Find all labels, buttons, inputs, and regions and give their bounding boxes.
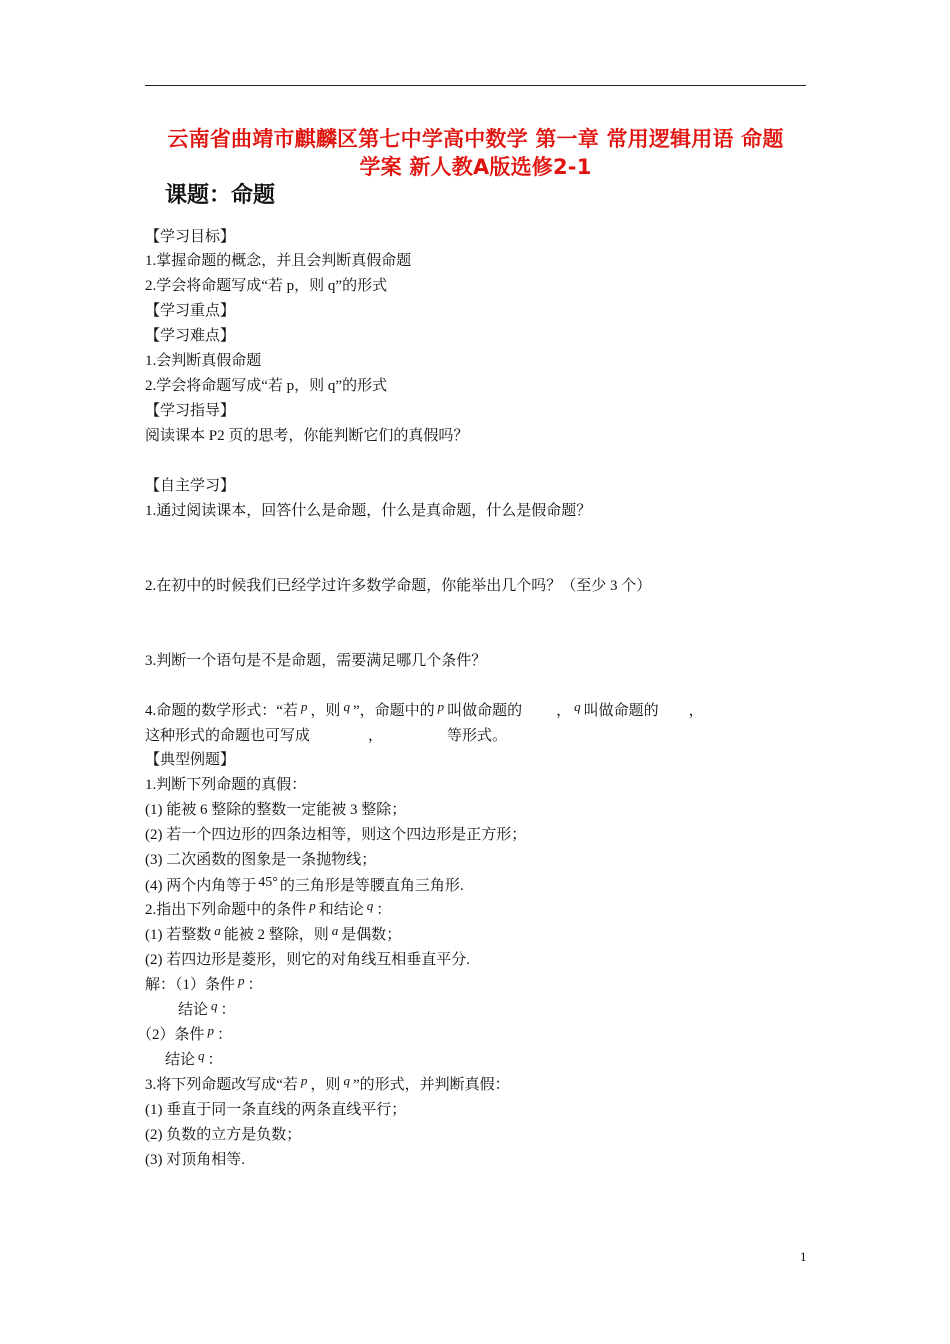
q4-text: 叫做命题的 bbox=[583, 703, 659, 719]
q4-text: 叫做命题的 bbox=[447, 703, 523, 719]
example-2-item bbox=[145, 925, 401, 945]
q4-text: ， bbox=[688, 703, 704, 719]
example-2-title bbox=[145, 900, 391, 920]
var-q: q bbox=[366, 898, 374, 913]
example-1-item: (3) 二次函数的图象是一条抛物线； bbox=[145, 852, 377, 868]
angle-45: 45° bbox=[258, 875, 278, 890]
example-3-item: (2) 负数的立方是负数； bbox=[145, 1127, 302, 1143]
lesson-title: 课题：命题 bbox=[165, 183, 276, 208]
var-q: q bbox=[343, 1073, 350, 1088]
document-title-line2: 学案 新人教A版选修2-1 bbox=[359, 155, 592, 179]
self-study-heading: 【自主学习】 bbox=[145, 478, 236, 494]
document-title-line1: 云南省曲靖市麒麟区第七中学高中数学 第一章 常用逻辑用语 命题 bbox=[167, 127, 784, 151]
example-3-item: (1) 垂直于同一条直线的两条直线平行； bbox=[145, 1102, 407, 1118]
goals-heading: 【学习目标】 bbox=[145, 229, 236, 245]
item-text: 能被 2 整除，则 bbox=[223, 927, 329, 943]
var-q: q bbox=[574, 699, 581, 714]
q4-text: ，则 bbox=[310, 703, 341, 719]
q4-text: ， bbox=[368, 728, 384, 744]
item-text: (4) 两个内角等于 bbox=[145, 878, 257, 894]
var-q: q bbox=[211, 998, 218, 1013]
item-text: （2）条件 bbox=[137, 1027, 205, 1043]
item-text: ： bbox=[207, 1052, 223, 1068]
var-p: p bbox=[207, 1023, 215, 1038]
example-1-item: (2) 若一个四边形的四条边相等，则这个四边形是正方形； bbox=[145, 827, 527, 843]
example-3-item: (3) 对顶角相等. bbox=[145, 1152, 245, 1168]
item-text: ： bbox=[247, 977, 263, 993]
example-2-item: (2) 若四边形是菱形，则它的对角线互相垂直平分. bbox=[145, 952, 470, 968]
item-text: 结论 bbox=[178, 1002, 209, 1018]
q4-text: ， bbox=[556, 703, 572, 719]
q4-text: ”，命题中的 bbox=[352, 703, 435, 719]
difficulty-item: 1.会判断真假命题 bbox=[145, 353, 262, 369]
var-q: q bbox=[343, 699, 350, 714]
self-study-question-1: 1.通过阅读课本，回答什么是命题，什么是真命题，什么是假命题？ bbox=[145, 503, 592, 519]
item-text: ： bbox=[376, 902, 392, 918]
guide-heading: 【学习指导】 bbox=[145, 403, 236, 419]
var-q: q bbox=[198, 1048, 205, 1063]
item-text: ”的形式，并判断真假： bbox=[352, 1077, 510, 1093]
difficulty-item: 2.学会将命题写成“若 p，则 q”的形式 bbox=[145, 378, 388, 394]
solution-2-condition bbox=[137, 1025, 232, 1045]
guide-text: 阅读课本 P2 页的思考，你能判断它们的真假吗？ bbox=[145, 428, 469, 444]
self-study-question-3: 3.判断一个语句是不是命题，需要满足哪几个条件？ bbox=[145, 653, 487, 669]
item-text: 和结论 bbox=[318, 902, 364, 918]
var-p: p bbox=[309, 898, 316, 913]
example-1-item: (1) 能被 6 整除的整数一定能被 3 整除； bbox=[145, 802, 407, 818]
solution-2-conclusion bbox=[165, 1050, 223, 1070]
item-text: 是偶数； bbox=[341, 927, 402, 943]
self-study-question-4 bbox=[145, 701, 704, 721]
item-text: 2.指出下列命题中的条件 bbox=[145, 902, 307, 918]
goal-item: 2.学会将命题写成“若 p，则 q”的形式 bbox=[145, 278, 388, 294]
var-p: p bbox=[300, 1073, 308, 1088]
var-p: p bbox=[300, 699, 308, 714]
example-3-title bbox=[145, 1075, 510, 1095]
examples-heading: 【典型例题】 bbox=[145, 752, 236, 768]
item-text: ： bbox=[217, 1027, 233, 1043]
item-text: (1) 若整数 bbox=[145, 927, 212, 943]
q4-text: 等形式。 bbox=[447, 728, 508, 744]
item-text: ，则 bbox=[310, 1077, 341, 1093]
item-text: 解：（1）条件 bbox=[145, 977, 236, 993]
q4-text: 4.命题的数学形式：“若 bbox=[145, 703, 298, 719]
self-study-question-2: 2.在初中的时候我们已经学过许多数学命题，你能举出几个吗？（至少 3 个） bbox=[145, 578, 652, 594]
page-number: 1 bbox=[800, 1249, 807, 1264]
item-text: 的三角形是等腰直角三角形. bbox=[279, 878, 464, 894]
var-a: a bbox=[214, 923, 221, 938]
self-study-question-4-cont bbox=[145, 726, 507, 746]
var-p: p bbox=[437, 699, 445, 714]
solution-1-conclusion bbox=[178, 1000, 236, 1020]
example-1-title: 1.判断下列命题的真假： bbox=[145, 777, 307, 793]
var-a: a bbox=[331, 923, 339, 938]
goal-item: 1.掌握命题的概念，并且会判断真假命题 bbox=[145, 253, 412, 269]
q4-text: 这种形式的命题也可写成 bbox=[145, 728, 311, 744]
header-rule bbox=[145, 85, 806, 86]
solution-1-condition bbox=[145, 975, 263, 995]
difficulty-heading: 【学习难点】 bbox=[145, 328, 236, 344]
item-text: ： bbox=[220, 1002, 236, 1018]
var-p: p bbox=[238, 973, 245, 988]
item-text: 3.将下列命题改写成“若 bbox=[145, 1077, 298, 1093]
item-text: 结论 bbox=[165, 1052, 196, 1068]
focus-heading: 【学习重点】 bbox=[145, 303, 236, 319]
example-1-item bbox=[145, 876, 464, 897]
